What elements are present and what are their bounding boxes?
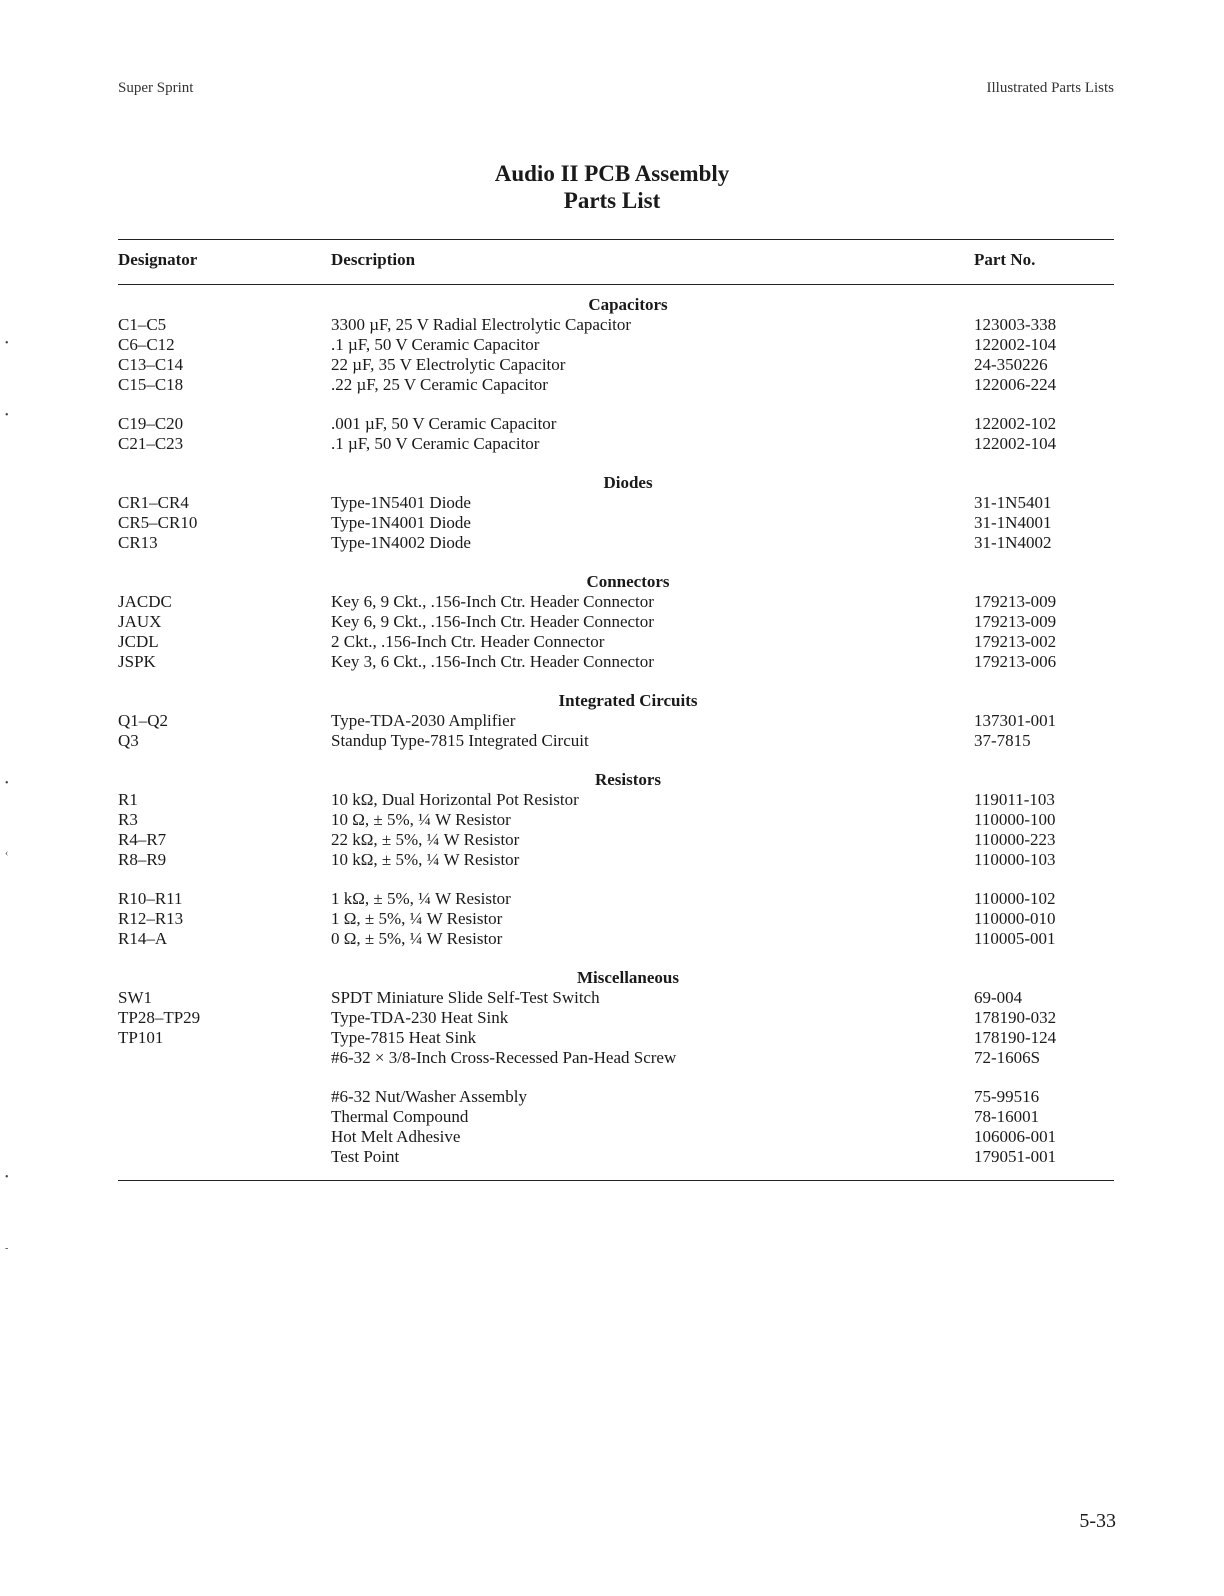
designator-cell: SW1 bbox=[118, 988, 152, 1007]
description-cell: Type-1N4001 Diode bbox=[331, 513, 471, 532]
parts-row bbox=[118, 790, 1114, 810]
part-number-cell: 179213-009 bbox=[974, 592, 1057, 611]
description-cell: Type-1N4002 Diode bbox=[331, 533, 471, 552]
parts-row bbox=[118, 315, 1114, 335]
part-number-cell: 110000-010 bbox=[974, 909, 1056, 928]
description-cell: 2 Ckt., .156-Inch Ctr. Header Connector bbox=[331, 632, 605, 651]
parts-row bbox=[118, 988, 1114, 1008]
group-spacer bbox=[118, 1068, 1114, 1087]
parts-row bbox=[118, 1127, 1114, 1147]
section-heading: Integrated Circuits bbox=[558, 691, 698, 710]
description-cell: 10 kΩ, Dual Horizontal Pot Resistor bbox=[331, 790, 579, 809]
description-cell: Key 6, 9 Ckt., .156-Inch Ctr. Header Connector bbox=[331, 592, 654, 611]
parts-row bbox=[118, 513, 1114, 533]
description-cell: 3300 µF, 25 V Radial Electrolytic Capacitor bbox=[331, 315, 632, 334]
description-cell: 0 Ω, ± 5%, ¼ W Resistor bbox=[331, 929, 503, 948]
table-top-rule bbox=[118, 239, 1114, 240]
parts-row bbox=[118, 1147, 1114, 1167]
part-number-cell: 119011-103 bbox=[974, 790, 1055, 809]
parts-row bbox=[118, 830, 1114, 850]
section-heading: Capacitors bbox=[588, 295, 668, 314]
part-number-cell: 72-1606S bbox=[974, 1048, 1041, 1067]
parts-row bbox=[118, 810, 1114, 830]
section-spacer bbox=[118, 672, 1114, 691]
designator-cell: C15–C18 bbox=[118, 375, 184, 394]
description-cell: Test Point bbox=[331, 1147, 400, 1166]
parts-row bbox=[118, 1107, 1114, 1127]
part-number-cell: 37-7815 bbox=[974, 731, 1031, 750]
part-number-cell: 178190-124 bbox=[974, 1028, 1057, 1047]
part-number-cell: 31-1N4002 bbox=[974, 533, 1052, 552]
part-number-cell: 110000-100 bbox=[974, 810, 1056, 829]
description-cell: Thermal Compound bbox=[331, 1107, 469, 1126]
title-line-2: Parts List bbox=[563, 188, 661, 213]
parts-row bbox=[118, 612, 1114, 632]
part-number-cell: 122002-102 bbox=[974, 414, 1057, 433]
margin-mark: ‹ bbox=[5, 848, 9, 859]
margin-mark: • bbox=[5, 778, 9, 789]
parts-row bbox=[118, 434, 1114, 454]
column-header-designator: Designator bbox=[118, 250, 198, 269]
parts-row bbox=[118, 1028, 1114, 1048]
designator-cell: CR5–CR10 bbox=[118, 513, 198, 532]
section-heading: Miscellaneous bbox=[577, 968, 679, 987]
parts-row bbox=[118, 1008, 1114, 1028]
designator-cell: TP28–TP29 bbox=[118, 1008, 201, 1027]
designator-cell: R3 bbox=[118, 810, 138, 829]
parts-row bbox=[118, 652, 1114, 672]
description-cell: Type-1N5401 Diode bbox=[331, 493, 471, 512]
designator-cell: CR1–CR4 bbox=[118, 493, 189, 512]
column-header-description: Description bbox=[331, 250, 416, 269]
parts-row bbox=[118, 533, 1114, 553]
running-head-left: Super Sprint bbox=[118, 80, 194, 96]
part-number-cell: 179051-001 bbox=[974, 1147, 1057, 1166]
part-number-cell: 69-004 bbox=[974, 988, 1023, 1007]
parts-row bbox=[118, 711, 1114, 731]
part-number-cell: 110000-102 bbox=[974, 889, 1056, 908]
part-number-cell: 122002-104 bbox=[974, 335, 1057, 354]
part-number-cell: 123003-338 bbox=[974, 315, 1057, 334]
part-number-cell: 31-1N5401 bbox=[974, 493, 1052, 512]
part-number-cell: 110000-223 bbox=[974, 830, 1056, 849]
part-number-cell: 178190-032 bbox=[974, 1008, 1057, 1027]
designator-cell: C19–C20 bbox=[118, 414, 184, 433]
section-spacer bbox=[118, 949, 1114, 968]
description-cell: Type-TDA-230 Heat Sink bbox=[331, 1008, 509, 1027]
designator-cell: JACDC bbox=[118, 592, 172, 611]
designator-cell: R1 bbox=[118, 790, 138, 809]
designator-cell: Q1–Q2 bbox=[118, 711, 169, 730]
designator-cell: R4–R7 bbox=[118, 830, 167, 849]
margin-mark: • bbox=[5, 338, 9, 349]
description-cell: .001 µF, 50 V Ceramic Capacitor bbox=[331, 414, 557, 433]
parts-row bbox=[118, 889, 1114, 909]
part-number-cell: 122006-224 bbox=[974, 375, 1057, 394]
designator-cell: R14–A bbox=[118, 929, 168, 948]
designator-cell: C6–C12 bbox=[118, 335, 175, 354]
designator-cell: C21–C23 bbox=[118, 434, 184, 453]
description-cell: SPDT Miniature Slide Self-Test Switch bbox=[331, 988, 600, 1007]
description-cell: .22 µF, 25 V Ceramic Capacitor bbox=[331, 375, 548, 394]
part-number-cell: 179213-006 bbox=[974, 652, 1057, 671]
part-number-cell: 110000-103 bbox=[974, 850, 1056, 869]
parts-table-body bbox=[118, 295, 1114, 1167]
parts-row bbox=[118, 414, 1114, 434]
section-spacer bbox=[118, 553, 1114, 572]
part-number-cell: 106006-001 bbox=[974, 1127, 1057, 1146]
page-number: 5-33 bbox=[1079, 1510, 1116, 1532]
parts-row bbox=[118, 929, 1114, 949]
description-cell: 22 kΩ, ± 5%, ¼ W Resistor bbox=[331, 830, 520, 849]
parts-row bbox=[118, 1048, 1114, 1068]
description-cell: #6-32 × 3/8-Inch Cross-Recessed Pan-Head Screw bbox=[331, 1048, 677, 1067]
margin-mark: • bbox=[5, 1172, 9, 1183]
part-number-cell: 137301-001 bbox=[974, 711, 1057, 730]
section-spacer bbox=[118, 751, 1114, 770]
description-cell: 1 kΩ, ± 5%, ¼ W Resistor bbox=[331, 889, 511, 908]
parts-row bbox=[118, 850, 1114, 870]
parts-row bbox=[118, 731, 1114, 751]
description-cell: 22 µF, 35 V Electrolytic Capacitor bbox=[331, 355, 566, 374]
part-number-cell: 24-350226 bbox=[974, 355, 1048, 374]
parts-row bbox=[118, 1087, 1114, 1107]
designator-cell: R8–R9 bbox=[118, 850, 167, 869]
page-title bbox=[0, 160, 1224, 214]
part-number-cell: 179213-009 bbox=[974, 612, 1057, 631]
description-cell: Hot Melt Adhesive bbox=[331, 1127, 461, 1146]
parts-row bbox=[118, 355, 1114, 375]
designator-cell: C1–C5 bbox=[118, 315, 167, 334]
parts-row bbox=[118, 335, 1114, 355]
group-spacer bbox=[118, 870, 1114, 889]
designator-cell: R12–R13 bbox=[118, 909, 184, 928]
description-cell: .1 µF, 50 V Ceramic Capacitor bbox=[331, 434, 540, 453]
designator-cell: CR13 bbox=[118, 533, 158, 552]
part-number-cell: 31-1N4001 bbox=[974, 513, 1052, 532]
part-number-cell: 110005-001 bbox=[974, 929, 1056, 948]
designator-cell: JSPK bbox=[118, 652, 156, 671]
designator-cell: C13–C14 bbox=[118, 355, 184, 374]
parts-row bbox=[118, 493, 1114, 513]
description-cell: #6-32 Nut/Washer Assembly bbox=[331, 1087, 527, 1106]
parts-row bbox=[118, 375, 1114, 395]
description-cell: Key 6, 9 Ckt., .156-Inch Ctr. Header Connector bbox=[331, 612, 654, 631]
designator-cell: Q3 bbox=[118, 731, 139, 750]
running-head-right: Illustrated Parts Lists bbox=[986, 80, 1114, 96]
designator-cell: TP101 bbox=[118, 1028, 164, 1047]
column-header-part-no: Part No. bbox=[974, 250, 1036, 269]
description-cell: Type-7815 Heat Sink bbox=[331, 1028, 477, 1047]
description-cell: .1 µF, 50 V Ceramic Capacitor bbox=[331, 335, 540, 354]
parts-row bbox=[118, 632, 1114, 652]
description-cell: Standup Type-7815 Integrated Circuit bbox=[331, 731, 589, 750]
group-spacer bbox=[118, 395, 1114, 414]
title-line-1: Audio II PCB Assembly bbox=[494, 161, 730, 186]
designator-cell: R10–R11 bbox=[118, 889, 183, 908]
table-header-rule bbox=[118, 284, 1114, 285]
table-bottom-rule bbox=[118, 1180, 1114, 1181]
description-cell: 10 Ω, ± 5%, ¼ W Resistor bbox=[331, 810, 511, 829]
description-cell: 10 kΩ, ± 5%, ¼ W Resistor bbox=[331, 850, 520, 869]
parts-row bbox=[118, 592, 1114, 612]
part-number-cell: 122002-104 bbox=[974, 434, 1057, 453]
description-cell: 1 Ω, ± 5%, ¼ W Resistor bbox=[331, 909, 503, 928]
description-cell: Type-TDA-2030 Amplifier bbox=[331, 711, 516, 730]
designator-cell: JCDL bbox=[118, 632, 159, 651]
section-heading: Resistors bbox=[594, 770, 662, 789]
part-number-cell: 78-16001 bbox=[974, 1107, 1040, 1126]
section-heading: Diodes bbox=[603, 473, 653, 492]
margin-mark: • bbox=[5, 410, 9, 421]
description-cell: Key 3, 6 Ckt., .156-Inch Ctr. Header Connector bbox=[331, 652, 654, 671]
section-spacer bbox=[118, 454, 1114, 473]
designator-cell: JAUX bbox=[118, 612, 162, 631]
parts-row bbox=[118, 909, 1114, 929]
section-heading: Connectors bbox=[586, 572, 670, 591]
part-number-cell: 75-99516 bbox=[974, 1087, 1040, 1106]
part-number-cell: 179213-002 bbox=[974, 632, 1057, 651]
margin-mark: - bbox=[5, 1243, 9, 1254]
